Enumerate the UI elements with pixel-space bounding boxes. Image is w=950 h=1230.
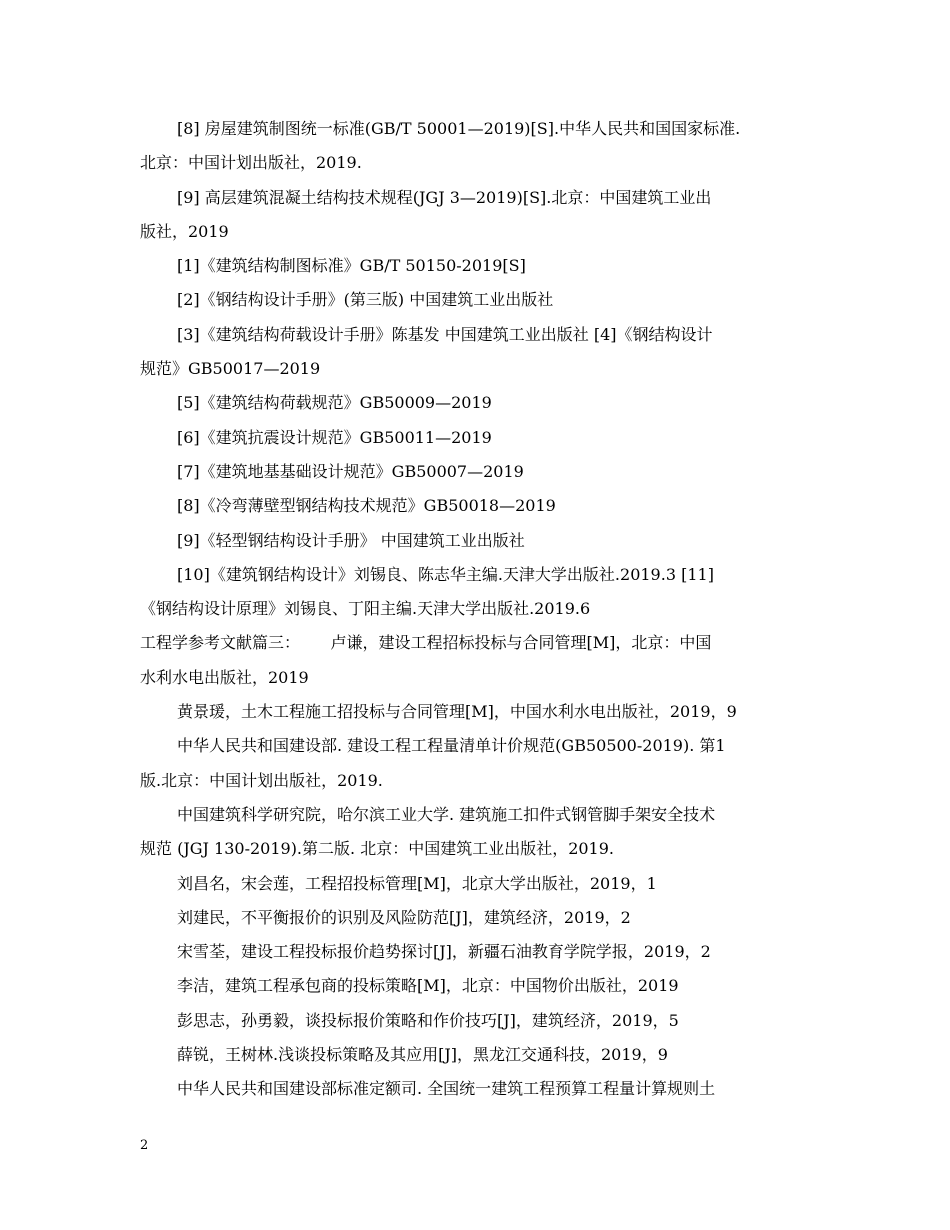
reference-line: [10]《建筑钢结构设计》刘锡良、陈志华主编.天津大学出版社.2019.3 [11] (177, 564, 714, 584)
reference-line: 中国建筑科学研究院，哈尔滨工业大学. 建筑施工扣件式钢管脚手架安全技术 (177, 804, 716, 824)
reference-line: [9]《轻型钢结构设计手册》 中国建筑工业出版社 (177, 530, 525, 550)
section-heading-line: 工程学参考文献篇三： 卢谦，建设工程招标投标与合同管理[M]，北京：中国 (140, 633, 712, 653)
reference-line: 水利水电出版社，2019 (140, 667, 309, 687)
reference-line: 李洁，建筑工程承包商的投标策略[M]，北京：中国物价出版社，2019 (177, 976, 679, 996)
reference-line: 薛锐，王树林.浅谈投标策略及其应用[J]，黑龙江交通科技，2019，9 (177, 1045, 668, 1065)
reference-line: 刘建民，不平衡报价的识别及风险防范[J]，建筑经济，2019，2 (177, 907, 631, 927)
reference-line: [1]《建筑结构制图标准》GB/T 50150-2019[S] (177, 256, 526, 276)
reference-line: 北京：中国计划出版社，2019. (140, 153, 362, 173)
reference-line: 版.北京：中国计划出版社，2019. (140, 770, 383, 790)
reference-line: 中华人民共和国建设部. 建设工程工程量清单计价规范(GB50500-2019). 第1 (177, 736, 726, 756)
reference-line: [5]《建筑结构荷载规范》GB50009—2019 (177, 393, 492, 413)
reference-line: 黄景瑗，土木工程施工招投标与合同管理[M]，中国水利水电出版社，2019，9 (177, 702, 737, 722)
page-number: 2 (140, 1138, 149, 1153)
reference-line: 版社，2019 (140, 221, 229, 241)
reference-list (140, 112, 820, 1107)
reference-line: 中华人民共和国建设部标准定额司. 全国统一建筑工程预算工程量计算规则土 (177, 1079, 716, 1099)
reference-line: [8]《冷弯薄壁型钢结构技术规范》GB50018—2019 (177, 496, 556, 516)
reference-line: [3]《建筑结构荷载设计手册》陈基发 中国建筑工业出版社 [4]《钢结构设计 (177, 324, 713, 344)
reference-line: [7]《建筑地基基础设计规范》GB50007—2019 (177, 461, 524, 481)
reference-line: [6]《建筑抗震设计规范》GB50011—2019 (177, 427, 492, 447)
reference-line: 刘昌名，宋会莲，工程招投标管理[M]，北京大学出版社，2019，1 (177, 873, 657, 893)
reference-line: [9] 高层建筑混凝土结构技术规程(JGJ 3—2019)[S].北京：中国建筑工业出 (177, 187, 712, 207)
reference-line: 宋雪荃，建设工程投标报价趋势探讨[J]，新疆石油教育学院学报，2019，2 (177, 942, 711, 962)
reference-line: 《钢结构设计原理》刘锡良、丁阳主编.天津大学出版社.2019.6 (140, 599, 591, 619)
reference-line: [8] 房屋建筑制图统一标准(GB/T 50001—2019)[S].中华人民共和国国家标准. (177, 119, 741, 138)
reference-line: 规范》GB50017—2019 (140, 359, 321, 379)
reference-line: [2]《钢结构设计手册》(第三版) 中国建筑工业出版社 (177, 290, 554, 310)
reference-line: 彭思志，孙勇毅，谈投标报价策略和作价技巧[J]，建筑经济，2019，5 (177, 1010, 679, 1030)
reference-line: 规范 (JGJ 130-2019).第二版. 北京：中国建筑工业出版社，2019. (140, 839, 614, 859)
